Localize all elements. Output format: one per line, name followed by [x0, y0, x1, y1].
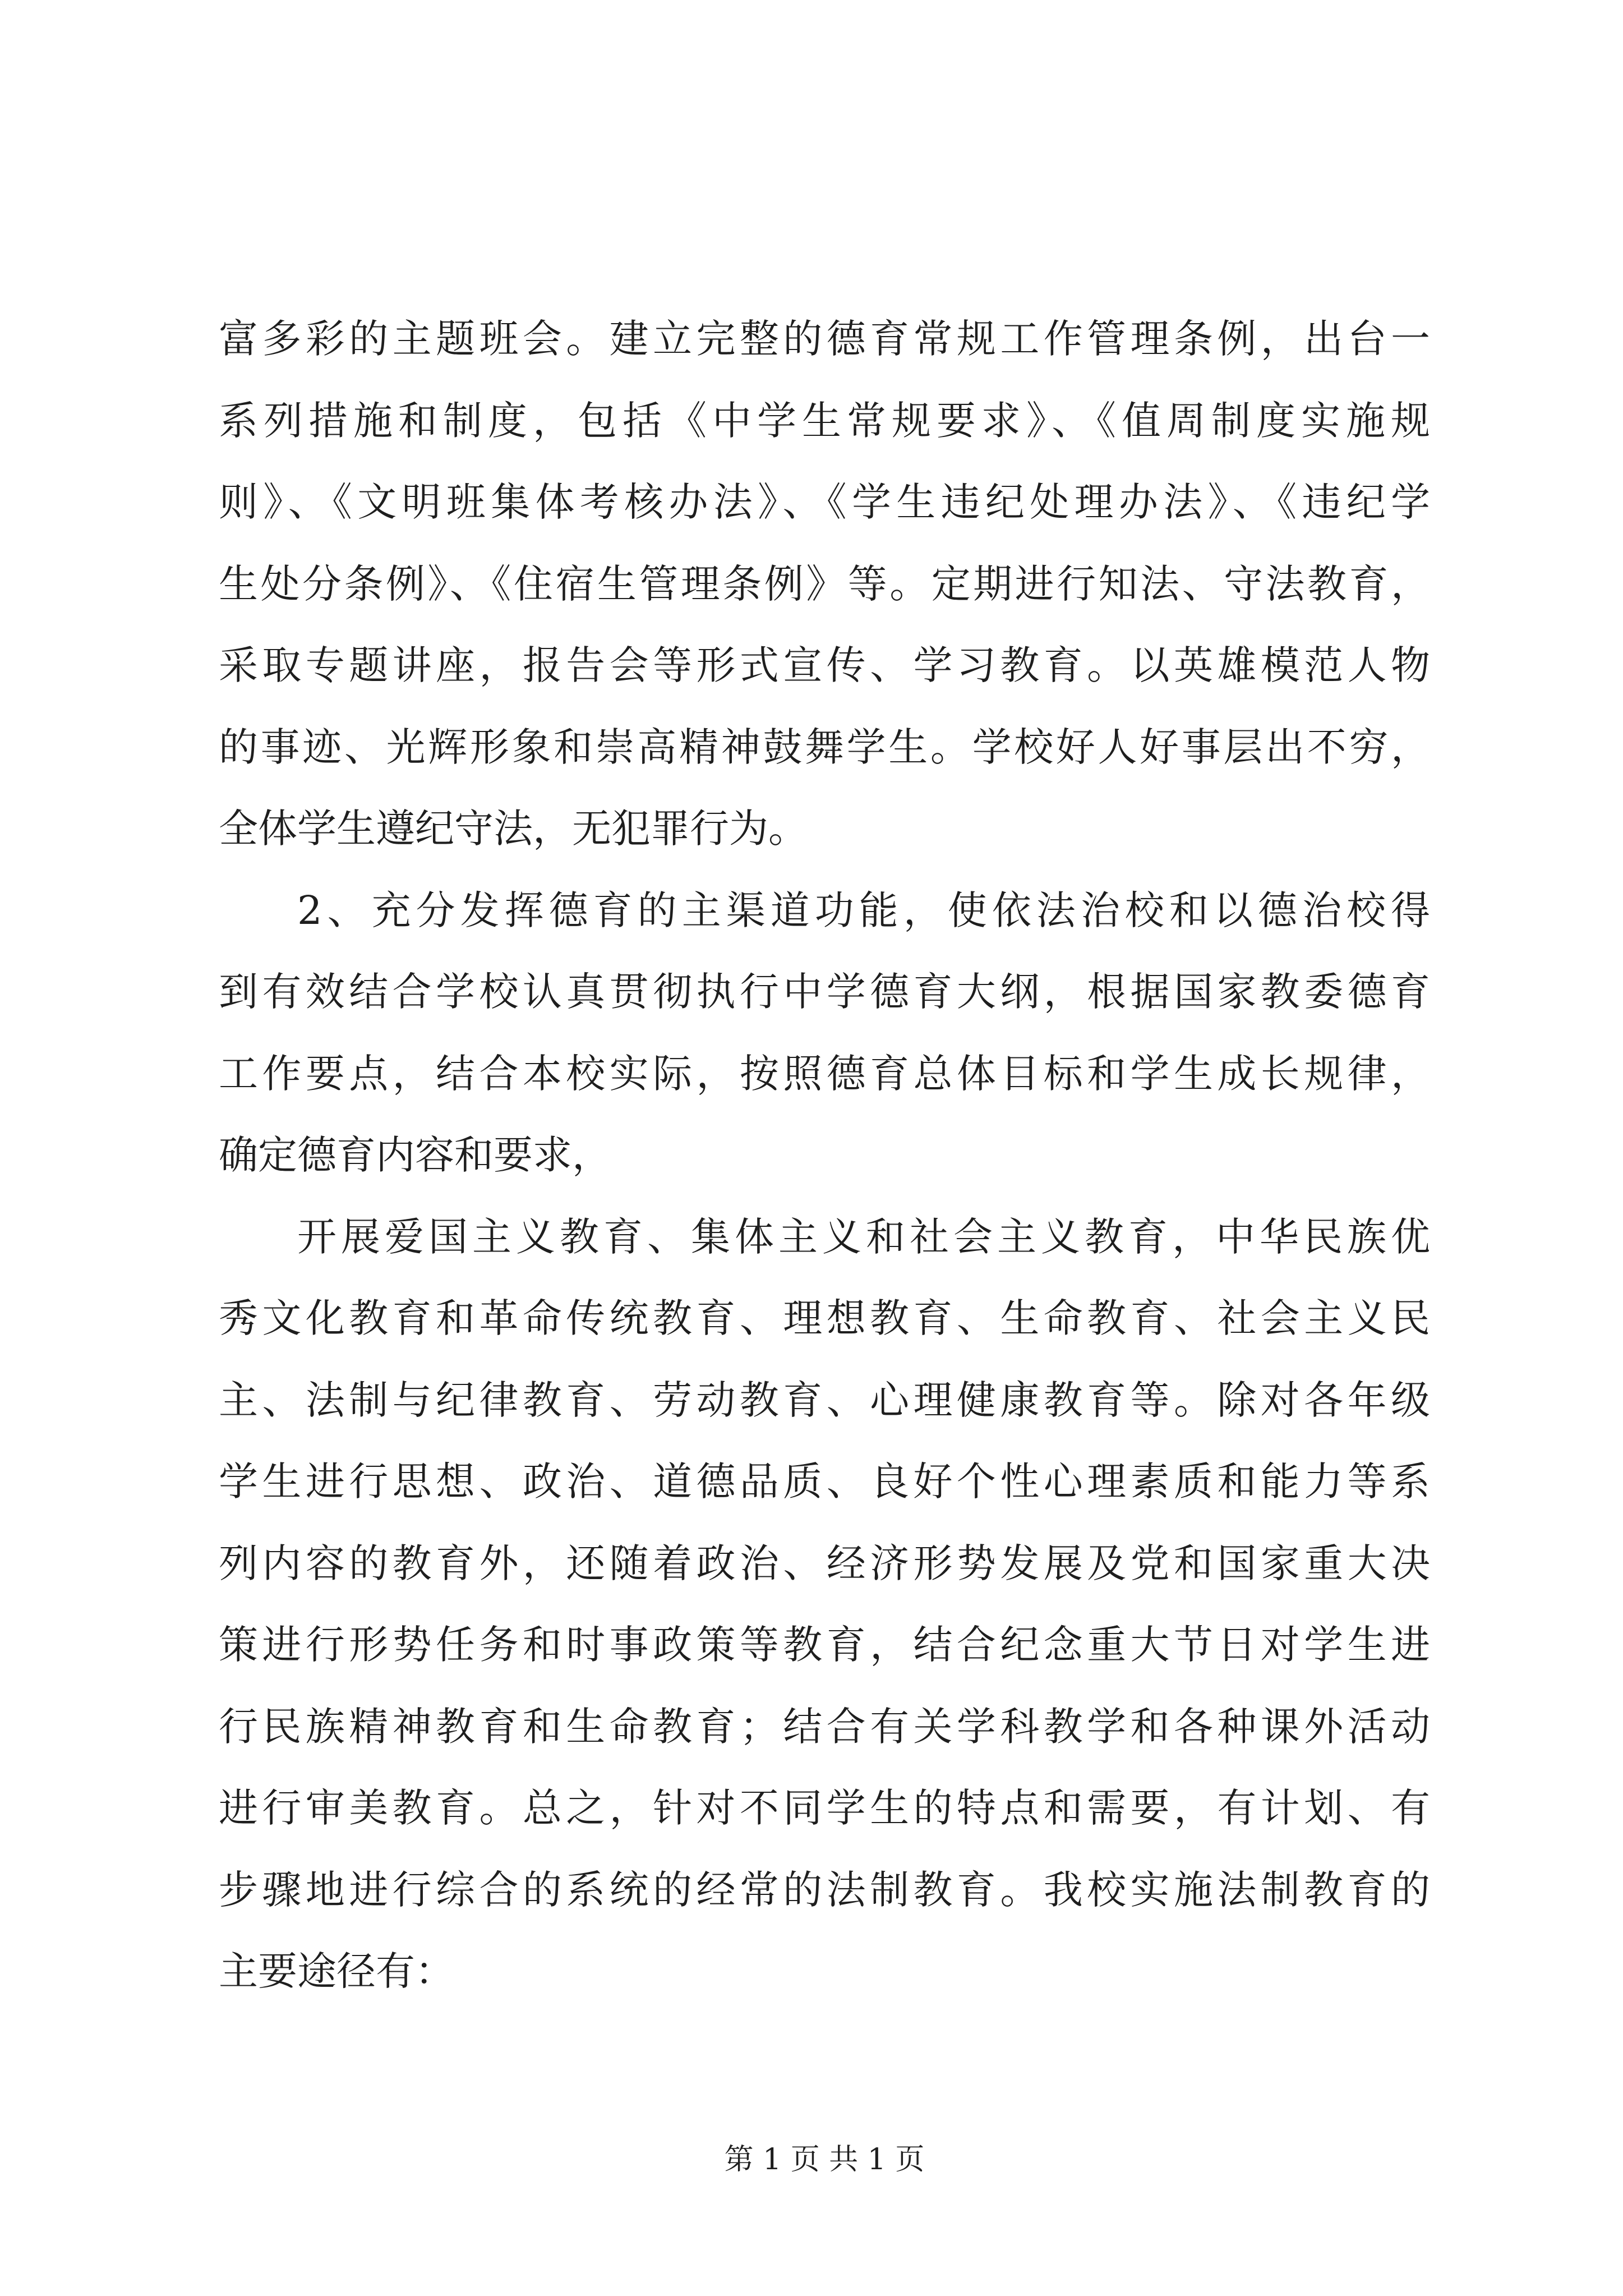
document-body: [219, 298, 1430, 2013]
paragraph-line: 学生进行思想、政治、道德品质、良好个性心理素质和能力等系: [219, 1458, 1430, 1504]
paragraph-line: 行民族精神教育和生命教育；结合有关学科教学和各种课外活动: [219, 1703, 1430, 1750]
paragraph-line: 富多彩的主题班会。建立完整的德育常规工作管理条例，出台一: [219, 316, 1430, 362]
paragraph-line: 到有效结合学校认真贯彻执行中学德育大纲，根据国家教委德育: [219, 969, 1430, 1015]
paragraph-line: 则》、《文明班集体考核办法》、《学生违纪处理办法》、《违纪学: [219, 479, 1430, 525]
paragraph-line: 列内容的教育外，还随着政治、经济形势发展及党和国家重大决: [219, 1540, 1430, 1586]
paragraph-line: 2、充分发挥德育的主渠道功能，使依法治校和以德治校得: [297, 887, 1430, 933]
paragraph: [219, 1197, 1430, 2013]
paragraph-line: 采取专题讲座，报告会等形式宣传、学习教育。以英雄模范人物: [219, 642, 1430, 688]
paragraph-line: 主要途径有：: [219, 1948, 454, 1994]
paragraph-line: 主、法制与纪律教育、劳动教育、心理健康教育等。除对各年级: [219, 1377, 1430, 1423]
page-footer: 第 1 页 共 1 页: [724, 2143, 925, 2177]
paragraph-line: 开展爱国主义教育、集体主义和社会主义教育，中华民族优: [297, 1213, 1430, 1260]
paragraph-line: 策进行形势任务和时事政策等教育，结合纪念重大节日对学生进: [219, 1622, 1430, 1668]
paragraph-line: 确定德育内容和要求，: [219, 1132, 611, 1178]
paragraph-line: 生处分条例》、《住宿生管理条例》等。定期进行知法、守法教育，: [219, 560, 1430, 607]
paragraph-line: 进行审美教育。总之，针对不同学生的特点和需要，有计划、有: [219, 1785, 1430, 1831]
paragraph-line: 系列措施和制度，包括《中学生常规要求》、《值周制度实施规: [219, 397, 1430, 444]
paragraph: [219, 298, 1430, 870]
paragraph: [219, 870, 1430, 1197]
paragraph-line: 全体学生遵纪守法，无犯罪行为。: [219, 806, 808, 852]
paragraph-line: 步骤地进行综合的系统的经常的法制教育。我校实施法制教育的: [219, 1866, 1430, 1913]
paragraph-line: 工作要点，结合本校实际，按照德育总体目标和学生成长规律，: [219, 1050, 1430, 1097]
paragraph-line: 的事迹、光辉形象和崇高精神鼓舞学生。学校好人好事层出不穷，: [219, 724, 1430, 770]
paragraph-line: 秀文化教育和革命传统教育、理想教育、生命教育、社会主义民: [219, 1295, 1430, 1341]
